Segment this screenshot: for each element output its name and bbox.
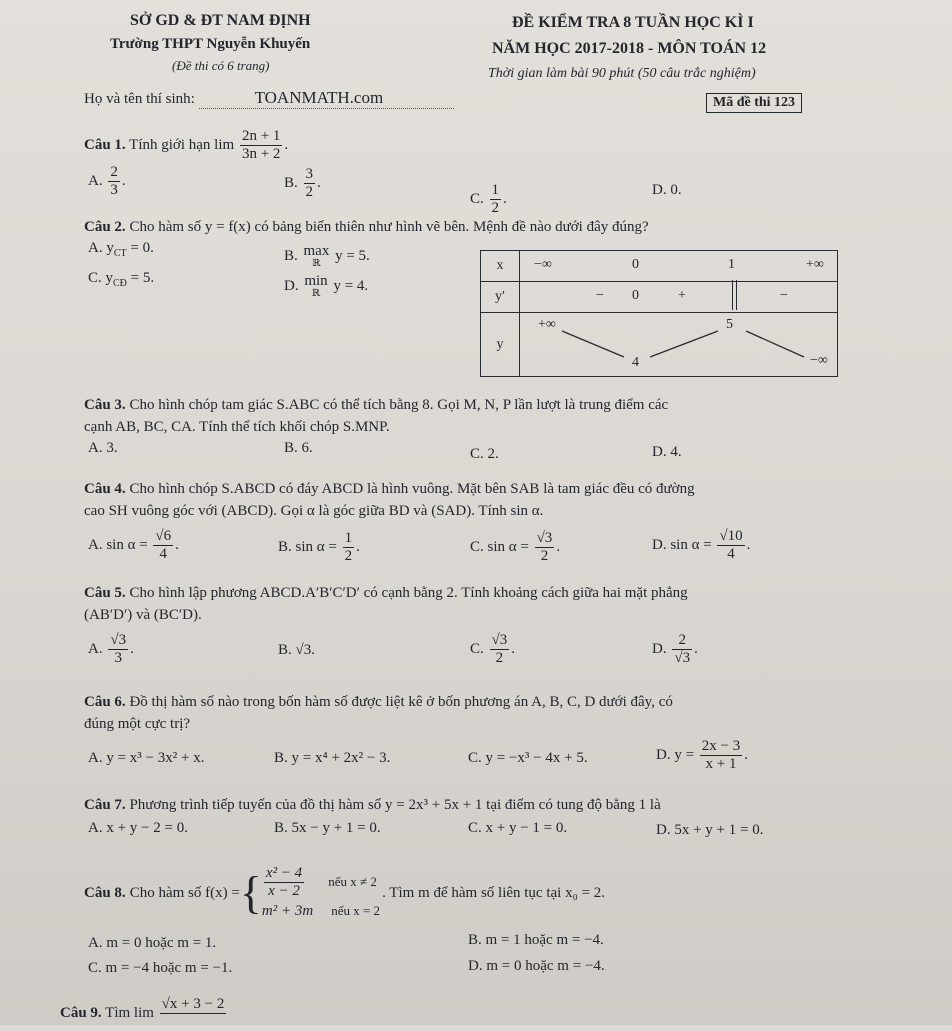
question-text: Cho hình chóp tam giác S.ABC có thể tích bằng 8. Gọi M, N, P lần lượt là trung điểm các — [129, 397, 669, 413]
question-7 — [84, 795, 661, 815]
year-subject: NĂM HỌC 2017-2018 - MÔN TOÁN 12 — [492, 40, 767, 57]
q1-option-b[interactable]: B. $\frac{3}{2}$ . — [284, 166, 321, 200]
q7-option-b[interactable]: B. 5x − y + 1 = 0. — [274, 820, 381, 836]
q2-option-d[interactable]: D. min ℝ y = 4. — [284, 273, 369, 299]
q3-option-c[interactable]: C. 2. — [470, 446, 499, 462]
question-3-line2: cạnh AB, BC, CA. Tính thể tích khối chóp S.MNP. — [84, 419, 390, 435]
question-label: Câu 6. — [84, 694, 126, 710]
candidate-name: TOANMATH.com — [254, 88, 384, 107]
question-label: Câu 4. — [84, 481, 126, 497]
question-5 — [84, 583, 688, 603]
q6-option-c[interactable]: C. y = −x³ − 4x + 5. — [468, 750, 588, 766]
question-2 — [84, 217, 649, 237]
q6-option-b[interactable]: B. y = x⁴ + 2x² − 3. — [274, 750, 391, 766]
q5-option-d[interactable]: D. $\frac{2}{√3}$ . — [652, 632, 698, 666]
variation-table: x −∞ 0 1 +∞ y′ − 0 + − y +∞ 4 5 −∞ — [480, 250, 838, 377]
exam-code: Mã đề thi 123 — [706, 93, 802, 113]
q3-option-b[interactable]: B. 6. — [284, 440, 313, 456]
question-3 — [84, 395, 668, 415]
question-1: Câu 1. Tính giới hạn lim $\frac{2n + 1}{3n + 2}$ . — [84, 128, 289, 162]
q8-option-d[interactable]: D. m = 0 hoặc m = −4. — [468, 958, 605, 974]
q4-option-b[interactable]: B. sin α = $\frac{1}{2}$ . — [278, 530, 360, 564]
x-row: −∞ 0 1 +∞ — [520, 251, 838, 282]
question-text: Cho hình chóp S.ABCD có đáy ABCD là hình vuông. Mặt bên SAB là tam giác đều có đường — [129, 481, 695, 497]
question-text: Cho hàm số f(x) = — [129, 885, 240, 901]
question-label: Câu 1. — [84, 136, 126, 153]
q1-option-d[interactable]: D. 0. — [652, 182, 682, 198]
question-text: Tìm lim — [105, 1004, 154, 1021]
pages-note: (Đề thi có 6 trang) — [172, 58, 270, 73]
question-text: Phương trình tiếp tuyến của đồ thị hàm số y = 2x³ + 5x + 1 tại điểm có tung độ bằng 1 là — [129, 797, 661, 813]
q8-option-c[interactable]: C. m = −4 hoặc m = −1. — [88, 960, 233, 976]
question-text: Tính giới hạn lim — [129, 136, 235, 153]
time-note: Thời gian làm bài 90 phút (50 câu trắc nghiệm) — [488, 66, 756, 81]
department-name: SỞ GD & ĐT NAM ĐỊNH — [130, 12, 311, 29]
q5-option-c[interactable]: C. $\frac{√3}{2}$ . — [470, 632, 515, 666]
question-text: Đồ thị hàm số nào trong bốn hàm số được liệt kê ở bốn phương án A, B, C, D dưới đây, có — [129, 694, 673, 710]
question-label: Câu 7. — [84, 797, 126, 813]
q2-option-a[interactable]: A. $y_{CT} = 0$. — [88, 240, 154, 259]
q8-option-b[interactable]: B. m = 1 hoặc m = −4. — [468, 932, 604, 948]
q4-option-a[interactable]: A. sin α = $\frac{√6}{4}$ . — [88, 528, 179, 562]
candidate-field — [199, 88, 454, 109]
q4-option-c[interactable]: C. sin α = $\frac{√3}{2}$ . — [470, 530, 561, 564]
question-6-line2: đúng một cực trị? — [84, 716, 191, 732]
q3-option-a[interactable]: A. 3. — [88, 440, 118, 456]
question-9: Câu 9. Tìm lim √x + 3 − 2 — [60, 996, 225, 1021]
piecewise-cases: $\frac{\text{x² − 4}}{x - 2}$ nếu x ≠ 2 m² + 3m nếu x = 2 — [261, 864, 381, 919]
q2-option-b[interactable]: B. max ℝ y = 5. — [284, 243, 370, 269]
q7-option-a[interactable]: A. x + y − 2 = 0. — [88, 820, 188, 836]
q3-option-d[interactable]: D. 4. — [652, 444, 682, 460]
candidate-label: Họ và tên thí sinh: — [84, 91, 195, 107]
q5-option-a[interactable]: A. $\frac{√3}{3}$ . — [88, 632, 134, 666]
candidate-line — [84, 88, 454, 109]
yprime-row: − 0 + − — [520, 282, 838, 313]
fraction: $\frac{2n + 1}{3n + 2}$ — [241, 128, 281, 162]
question-label: Câu 2. — [84, 219, 126, 235]
q7-option-c[interactable]: C. x + y − 1 = 0. — [468, 820, 568, 836]
question-label: Câu 5. — [84, 585, 126, 601]
exam-title: ĐỀ KIỂM TRA 8 TUẦN HỌC KÌ I — [512, 14, 754, 31]
question-8 — [84, 858, 605, 928]
y-row: +∞ 4 5 −∞ — [520, 313, 838, 377]
question-label: Câu 8. — [84, 885, 126, 901]
question-tail: . Tìm m để hàm số liên tục tại x₀ = 2. — [382, 885, 606, 901]
q4-option-d[interactable]: D. sin α = $\frac{√10}{4}$ . — [652, 528, 751, 562]
question-5-line2: (AB′D′) và (BC′D). — [84, 607, 202, 623]
variation-arrows — [520, 313, 840, 377]
q2-option-c[interactable]: C. $y_{CĐ} = 5$. — [88, 270, 155, 289]
question-6 — [84, 692, 673, 712]
q5-option-b[interactable]: B. √3. — [278, 642, 315, 658]
question-label: Câu 9. — [60, 1004, 102, 1021]
question-label: Câu 3. — [84, 397, 126, 413]
question-text: Cho hình lập phương ABCD.A′B′C′D′ có cạnh bằng 2. Tính khoảng cách giữa hai mặt phẳng — [129, 585, 688, 601]
question-text: Cho hàm số y = f(x) có bảng biến thiên như hình vẽ bên. Mệnh đề nào dưới đây đúng? — [129, 219, 649, 235]
school-name: Trường THPT Nguyễn Khuyến — [110, 36, 311, 52]
q7-option-d[interactable]: D. 5x + y + 1 = 0. — [656, 822, 764, 838]
question-4-line2: cao SH vuông góc với (ABCD). Gọi α là góc giữa BD và (SAD). Tính sin α. — [84, 503, 544, 519]
brace: { — [239, 867, 262, 918]
q6-option-a[interactable]: A. y = x³ − 3x² + x. — [88, 750, 205, 766]
q8-option-a[interactable]: A. m = 0 hoặc m = 1. — [88, 935, 217, 951]
q1-option-c[interactable]: C. $\frac{1}{2}$ . — [470, 182, 507, 216]
question-4 — [84, 479, 695, 499]
q6-option-d[interactable]: D. y = $\frac{2x - 3}{x + 1}$ . — [656, 738, 749, 772]
q1-option-a[interactable]: A. $\frac{2}{3}$ . — [88, 164, 126, 198]
